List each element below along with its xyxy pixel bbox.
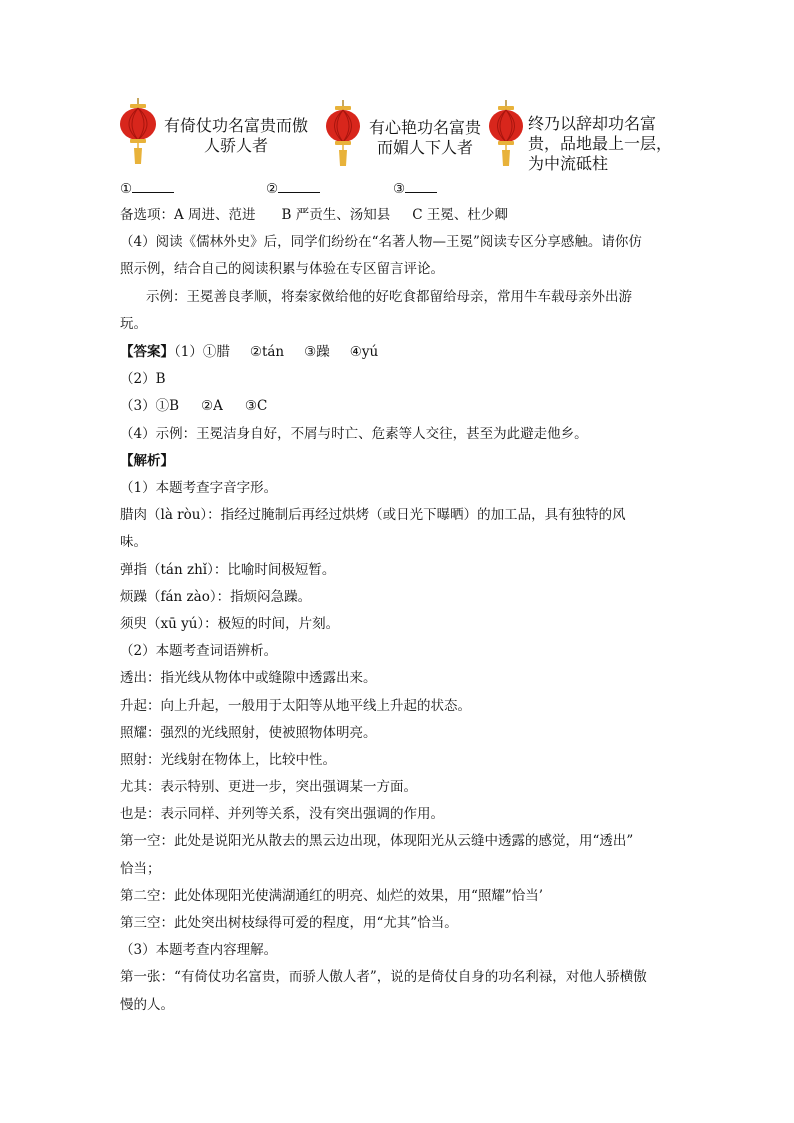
analysis-line: 照射：光线射在物体上，比较中性。 <box>120 752 336 768</box>
lantern-icon <box>323 100 363 172</box>
analysis-line: 第二空：此处体现阳光使满湖通红的明亮、灿烂的效果，用“照耀”恰当’ <box>120 888 544 904</box>
analysis-line: 须臾（xū yú）：极短的时间，片刻。 <box>120 616 340 632</box>
analysis-line: （2）本题考查词语辨析。 <box>120 643 278 659</box>
lantern-icon <box>486 100 526 172</box>
analysis-line: 第一空：此处是说阳光从散去的黑云边出现，体现阳光从云缝中透露的感觉，用“透出” <box>120 833 634 849</box>
blank-3: ③ <box>393 180 437 198</box>
blank-1: ① <box>120 180 174 198</box>
lantern-card-1 <box>118 98 318 170</box>
lantern-line: 贵，品地最上一层， <box>528 134 673 153</box>
answer-line-1: 【答案】（1）①腊 ②tán ③躁 ④yú <box>120 344 379 360</box>
lantern-text <box>156 116 316 156</box>
answer-line-3: （3）①B ②A ③C <box>120 398 268 414</box>
lantern-line: 终乃以辞却功名富 <box>528 114 657 133</box>
analysis-line: 慢的人。 <box>120 997 174 1013</box>
answer-line-4: （4）示例：王冕洁身自好，不屑与时亡、危素等人交往，甚至为此避走他乡。 <box>120 426 588 442</box>
blank-line <box>278 180 320 193</box>
analysis-line: 恰当； <box>120 861 161 877</box>
lantern-line: 而媚人下人者 <box>376 138 473 157</box>
analysis-line: 腊肉（là ròu）：指经过腌制后再经过烘烤（或日光下曝晒）的加工品，具有独特的风 <box>120 507 626 523</box>
analysis-line: （1）本题考查字音字形。 <box>120 480 278 496</box>
blank-2: ② <box>266 180 320 198</box>
blank-line <box>132 180 174 193</box>
analysis-line: 照耀：强烈的光线照射，使被照物体明亮。 <box>120 725 377 741</box>
lantern-text <box>528 114 676 174</box>
lantern-line: 有倚仗功名富贵而傲 <box>163 116 308 135</box>
q4-line-1: （4）阅读《儒林外史》后，同学们纷纷在“名著人物—王冕”阅读专区分享感触。请你仿 <box>120 234 642 250</box>
q4-example-2: 玩。 <box>120 316 147 332</box>
lantern-line: 人骄人者 <box>203 136 268 155</box>
lantern-card-3 <box>486 100 686 172</box>
analysis-line: 味。 <box>120 534 147 550</box>
blank-line <box>405 180 437 193</box>
lantern-line: 有心艳功名富贵 <box>368 118 481 137</box>
analysis-line: 也是：表示同样、并列等关系，没有突出强调的作用。 <box>120 806 444 822</box>
options-line: 备选项：A 周进、范进 B 严贡生、汤知县 C 王冕、杜少卿 <box>120 207 508 223</box>
analysis-label: 【解析】 <box>120 453 174 469</box>
analysis-line: 尤其：表示特别、更进一步，突出强调某一方面。 <box>120 779 417 795</box>
lantern-card-2 <box>323 100 493 172</box>
analysis-line: （3）本题考查内容理解。 <box>120 942 278 958</box>
analysis-line: 烦躁（fán zào）：指烦闷急躁。 <box>120 589 312 605</box>
answer-line-2: （2）B <box>120 371 166 387</box>
q4-line-2: 照示例，结合自己的阅读积累与体验在专区留言评论。 <box>120 261 444 277</box>
analysis-line: 第一张：“有倚仗功名富贵，而骄人傲人者”，说的是倚仗自身的功名利禄，对他人骄横傲 <box>120 969 647 985</box>
analysis-line: 弹指（tán zhǐ）：比喻时间极短暂。 <box>120 562 336 578</box>
lantern-icon <box>118 98 158 170</box>
analysis-line: 透出：指光线从物体中或缝隙中透露出来。 <box>120 670 377 686</box>
q4-example-1: 示例：王冕善良孝顺，将秦家傚给他的好吃食都留给母亲，常用牛车载母亲外出游 <box>146 289 632 305</box>
lantern-text <box>359 118 491 158</box>
analysis-line: 升起：向上升起，一般用于太阳等从地平线上升起的状态。 <box>120 698 471 714</box>
answer-label: 【答案】 <box>120 344 174 360</box>
lantern-line: 为中流砥柱 <box>528 154 609 173</box>
analysis-line: 第三空：此处突出树枝绿得可爱的程度，用“尤其”恰当。 <box>120 915 458 931</box>
